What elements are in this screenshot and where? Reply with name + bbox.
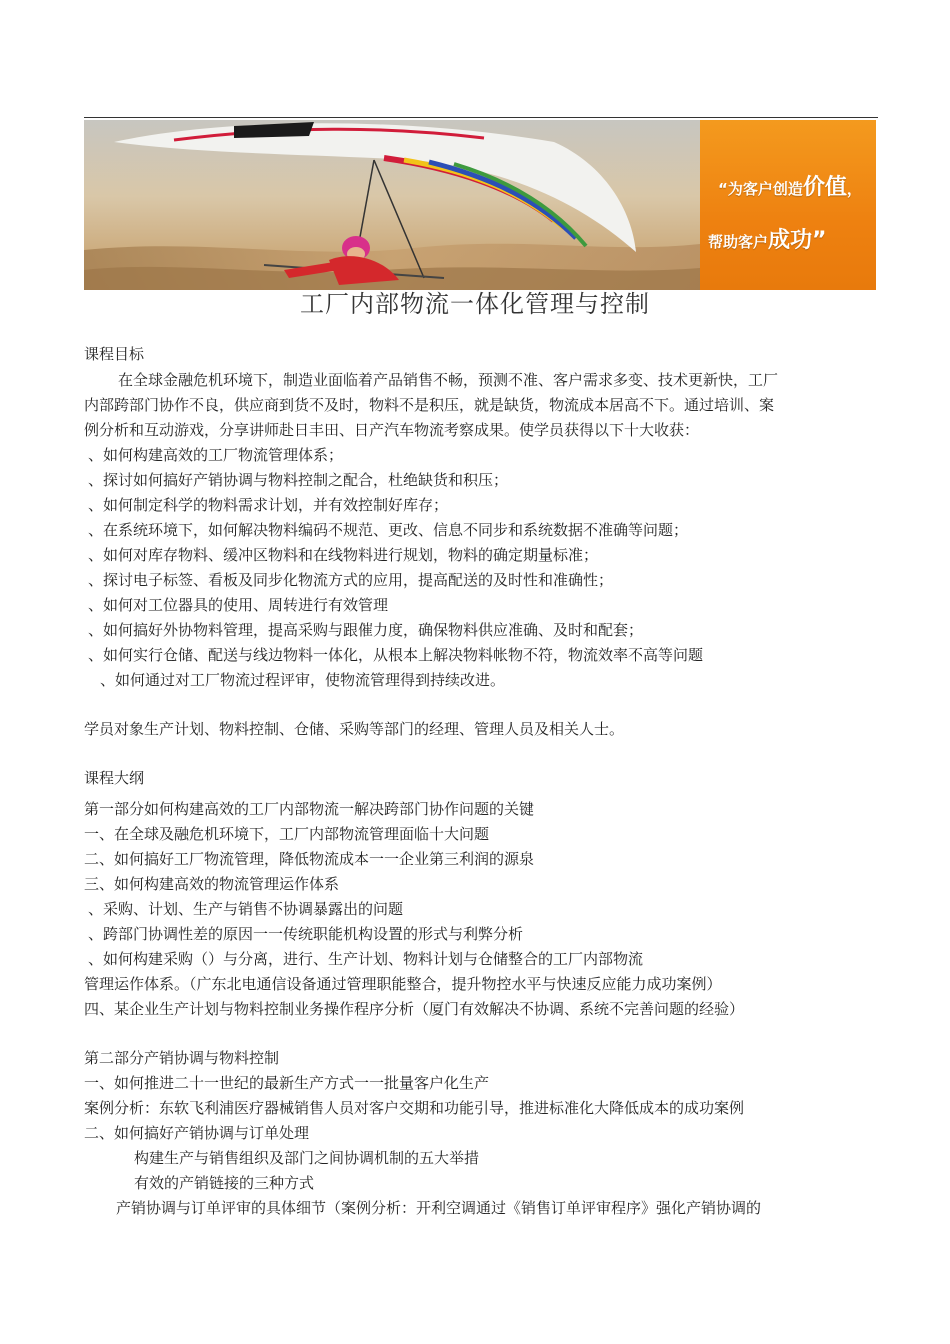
benefit-item: 、探讨如何搞好产销协调与物料控制之配合，杜绝缺货和积压； — [88, 471, 509, 489]
outline-case-line: 案例分析：东软飞利浦医疗器械销售人员对客户交期和功能引导，推进标准化大降低成本的成功案例 — [84, 1099, 745, 1117]
benefit-item: 、探讨电子标签、看板及同步化物流方式的应用，提高配送的及时性和准确性； — [88, 571, 614, 589]
outline-subitem: 、采购、计划、生产与销售不协调暴露出的问题 — [88, 900, 404, 918]
benefit-item: 、如何对工位器具的使用、周转进行有效管理 — [88, 596, 389, 614]
benefit-item: 、如何制定科学的物料需求计划，并有效控制好库存； — [88, 496, 449, 514]
paragraph-line: 内部跨部门协作不良，供应商到货不及时，物料不是积压，就是缺货，物流成本居高不下。通过培训、案 — [84, 396, 775, 414]
document-title: 工厂内部物流一体化管理与控制 — [300, 290, 650, 318]
outline-subitem: 产销协调与订单评审的具体细节（案例分析：开利空调通过《销售订单评审程序》强化产销协调的 — [116, 1199, 762, 1217]
audience-line: 学员对象生产计划、物料控制、仓储、采购等部门的经理、管理人员及相关人士。 — [84, 720, 625, 738]
paragraph-line: 在全球金融危机环境下，制造业面临着产品销售不畅，预测不准、客户需求多变、技术更新快，工厂 — [118, 371, 779, 389]
benefit-item: 、如何搞好外协物料管理，提高采购与跟催力度，确保物料供应准确、及时和配套； — [88, 621, 644, 639]
section-heading-outline: 课程大纲 — [84, 769, 145, 787]
hang-glider-photo — [84, 120, 700, 290]
benefit-item: 、在系统环境下，如何解决物料编码不规范、更改、信息不同步和系统数据不准确等问题； — [88, 521, 689, 539]
header-rule — [84, 117, 878, 118]
benefit-item: 、如何通过对工厂物流过程评审，使物流管理得到持续改进。 — [100, 671, 506, 689]
outline-item: 一、在全球及融危机环境下，工厂内部物流管理面临十大问题 — [84, 825, 490, 843]
outline-subitem: 、如何构建采购（）与分离，进行、生产计划、物料计划与仓储整合的工厂内部物流 — [88, 950, 644, 968]
outline-item: 二、如何搞好产销协调与订单处理 — [84, 1124, 310, 1142]
outline-part-heading: 第二部分产销协调与物料控制 — [84, 1049, 280, 1067]
paragraph-line: 例分析和互动游戏，分享讲师赴日丰田、日产汽车物流考察成果。使学员获得以下十大收获： — [84, 421, 700, 439]
outline-subitem-continued: 管理运作体系。（广东北电通信设备通过管理职能整合，提升物控水平与快速反应能力成功案例） — [84, 975, 722, 993]
outline-part-heading: 第一部分如何构建高效的工厂内部物流一解决跨部门协作问题的关键 — [84, 800, 535, 818]
benefit-item: 、如何构建高效的工厂物流管理体系； — [88, 446, 344, 464]
slogan-box — [700, 120, 876, 290]
outline-item: 四、某企业生产计划与物料控制业务操作程序分析（厦门有效解决不协调、系统不完善问题的经验） — [84, 1000, 745, 1018]
banner — [84, 120, 876, 290]
benefit-item: 、如何实行仓储、配送与线边物料一体化，从根本上解决物料帐物不符，物流效率不高等问题 — [88, 646, 704, 664]
outline-subitem: 构建生产与销售组织及部门之间协调机制的五大举措 — [134, 1149, 480, 1167]
outline-subitem: 有效的产销链接的三种方式 — [134, 1174, 315, 1192]
outline-item: 三、如何构建高效的物流管理运作体系 — [84, 875, 340, 893]
slogan-line-1: “为客户创造价值， — [718, 175, 862, 200]
outline-item: 一、如何推进二十一世纪的最新生产方式一一批量客户化生产 — [84, 1074, 490, 1092]
section-heading-goals: 课程目标 — [84, 345, 145, 363]
benefit-item: 、如何对库存物料、缓冲区物料和在线物料进行规划，物料的确定期量标准； — [88, 546, 599, 564]
outline-item: 二、如何搞好工厂物流管理，降低物流成本一一企业第三利润的源泉 — [84, 850, 535, 868]
outline-subitem: 、跨部门协调性差的原因一一传统职能机构设置的形式与利弊分析 — [88, 925, 524, 943]
slogan-line-2: 帮助客户成功” — [708, 228, 827, 253]
